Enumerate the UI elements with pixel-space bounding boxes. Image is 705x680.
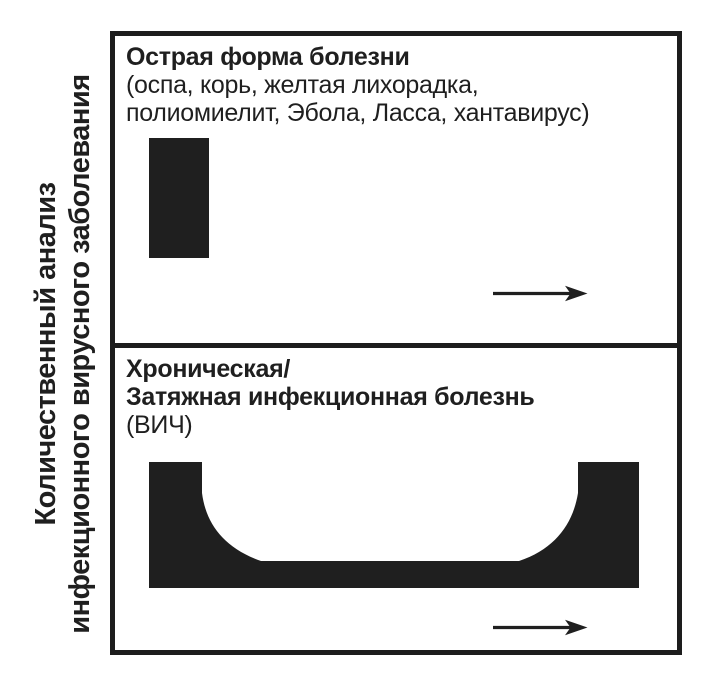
time-axis-arrow-icon xyxy=(492,619,588,636)
y-axis-label-line2: инфекционного вирусного заболевания xyxy=(64,74,96,634)
panel-acute-subtitle-line2: полиомиелит, Эбола, Ласса, хантавирус) xyxy=(126,99,590,127)
panel-chronic xyxy=(115,348,677,650)
panels-box xyxy=(110,31,682,655)
acute-viral-load-spike-bar xyxy=(149,138,209,258)
y-axis-label xyxy=(29,44,99,664)
panel-acute-title: Острая форма болезни xyxy=(126,43,410,71)
panel-chronic-subtitle: (ВИЧ) xyxy=(126,411,193,439)
panel-acute-text xyxy=(126,43,589,127)
chronic-viral-load-bathtub-curve xyxy=(149,462,639,588)
y-axis-label-line1: Количественный анализ xyxy=(30,182,62,526)
panel-acute xyxy=(115,36,677,348)
panel-chronic-text xyxy=(126,355,534,439)
time-axis-arrow-icon xyxy=(492,285,588,302)
panel-chronic-title-line1: Хроническая/ xyxy=(126,355,291,383)
panel-acute-subtitle-line1: (оспа, корь, желтая лихорадка, xyxy=(126,71,479,99)
panel-chronic-title-line2: Затяжная инфекционная болезнь xyxy=(126,383,535,411)
